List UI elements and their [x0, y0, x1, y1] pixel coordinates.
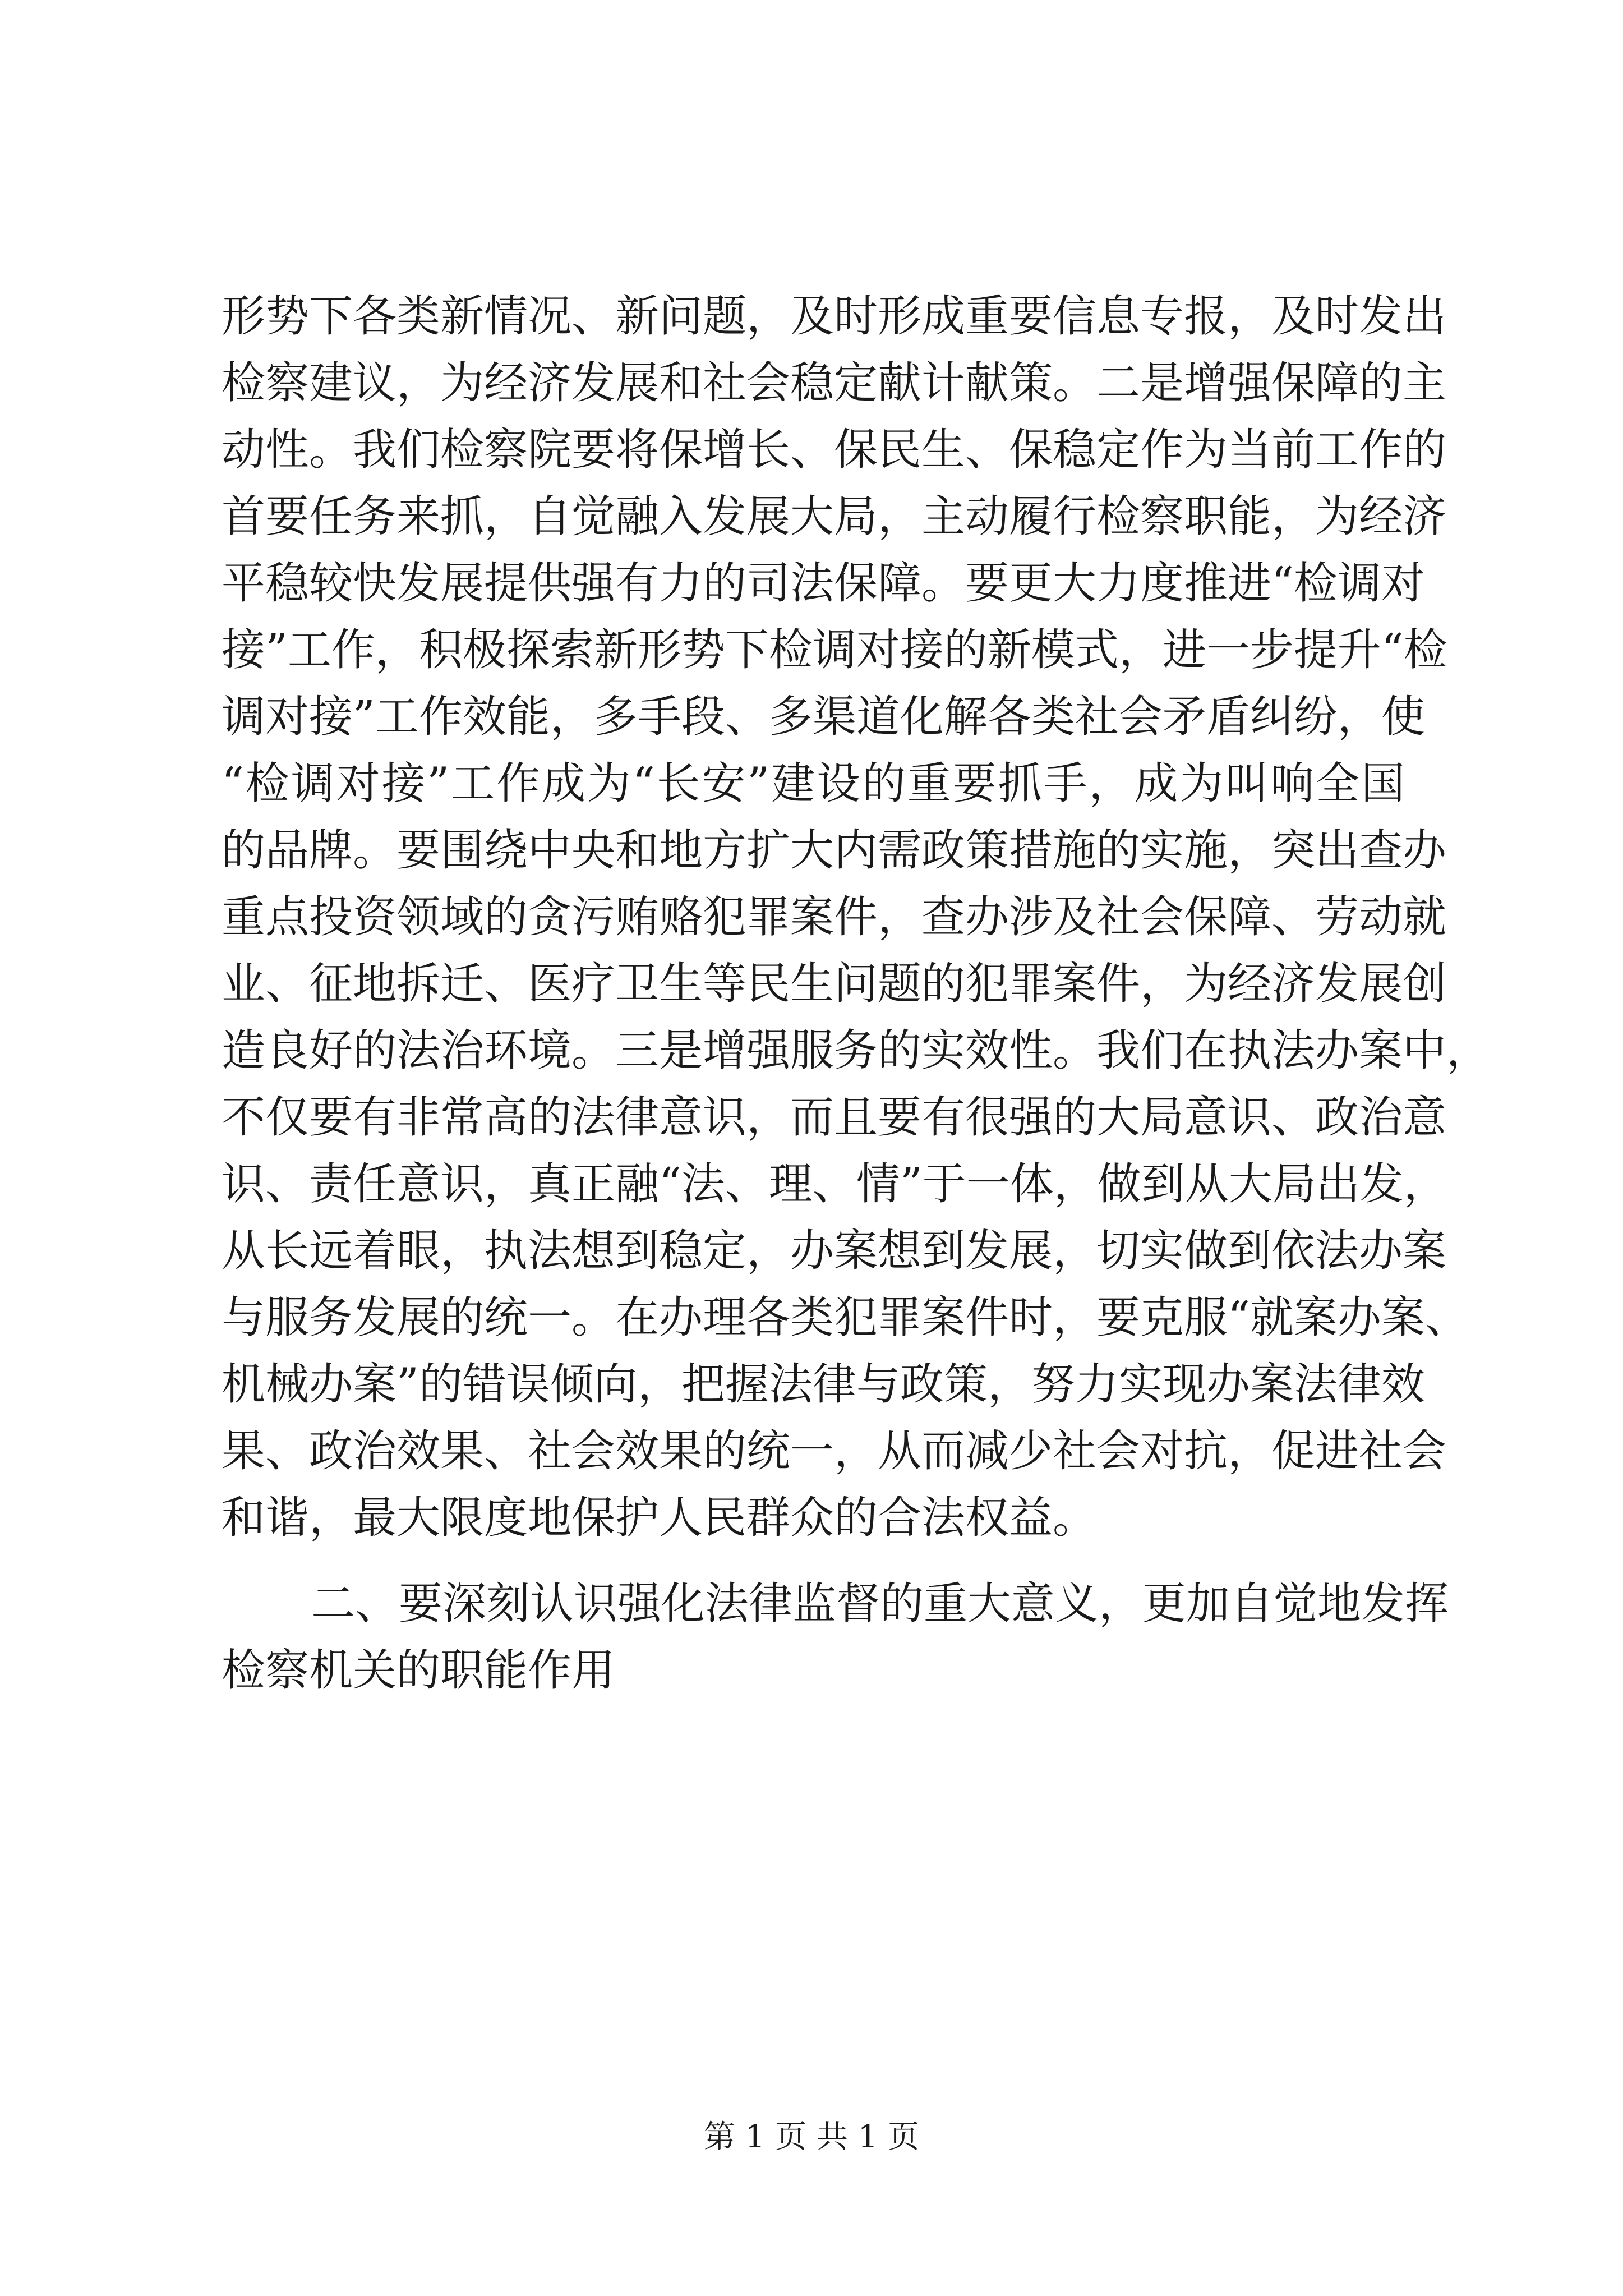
text-line: 不仅要有非常高的法律意识，而且要有很强的大局意识、政治意	[222, 1092, 1447, 1143]
paragraph-1	[222, 283, 1491, 1552]
text-line: 检察建议，为经济发展和社会稳定献计献策。二是增强保障的主	[222, 358, 1447, 408]
text-line: 重点投资领域的贪污贿赂犯罪案件，查办涉及社会保障、劳动就	[222, 892, 1447, 942]
document-body	[222, 283, 1491, 1704]
text-line: 首要任务来抓，自觉融入发展大局，主动履行检察职能，为经济	[222, 491, 1447, 542]
text-line: 与服务发展的统一。在办理各类犯罪案件时，要克服“就案办案、	[222, 1292, 1469, 1343]
text-line: 果、政治效果、社会效果的统一，从而减少社会对抗，促进社会	[222, 1426, 1447, 1476]
page-footer: 第 1 页 共 1 页	[703, 2119, 920, 2155]
text-line: 形势下各类新情况、新问题，及时形成重要信息专报，及时发出	[222, 291, 1447, 342]
text-line: 动性。我们检察院要将保增长、保民生、保稳定作为当前工作的	[222, 425, 1447, 475]
paragraph-2-heading	[222, 1571, 1449, 1704]
text-line: 机械办案”的错误倾向，把握法律与政策，努力实现办案法律效	[222, 1359, 1425, 1410]
text-line: 从长远着眼，执法想到稳定，办案想到发展，切实做到依法办案	[222, 1226, 1447, 1276]
text-line: 调对接”工作效能，多手段、多渠道化解各类社会矛盾纠纷，使	[222, 692, 1425, 742]
text-line: 的品牌。要围绕中央和地方扩大内需政策措施的实施，突出查办	[222, 825, 1447, 876]
text-line: 和谐，最大限度地保护人民群众的合法权益。	[222, 1493, 1097, 1543]
text-line: 平稳较快发展提供强有力的司法保障。要更大力度推进“检调对	[222, 558, 1425, 609]
text-line: 识、责任意识，真正融“法、理、情”于一体，做到从大局出发，	[222, 1159, 1447, 1209]
text-line: 接”工作，积极探索新形势下检调对接的新模式，进一步提升“检	[222, 625, 1447, 675]
heading-line: 检察机关的职能作用	[222, 1645, 616, 1696]
text-line: “检调对接”工作成为“长安”建设的重要抓手，成为叫响全国	[222, 758, 1405, 809]
heading-line: 二、要深刻认识强化法律监督的重大意义，更加自觉地发挥	[311, 1579, 1449, 1629]
paragraph-gap	[222, 1552, 1405, 1571]
text-line: 业、征地拆迁、医疗卫生等民生问题的犯罪案件，为经济发展创	[222, 959, 1447, 1009]
text-line: 造良好的法治环境。三是增强服务的实效性。我们在执法办案中，	[222, 1025, 1491, 1076]
